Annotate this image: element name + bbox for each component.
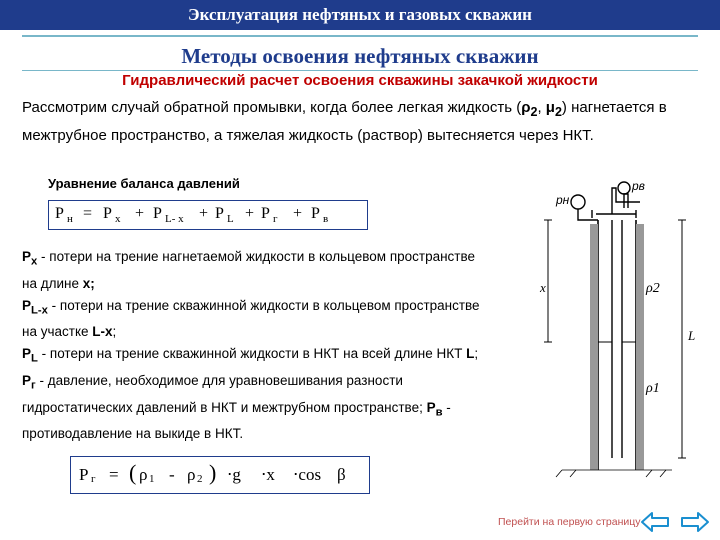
pressure-balance-formula: P н = P х + P L- x + P L + P г + P в	[48, 200, 368, 230]
header-title: Эксплуатация нефтяных и газовых скважин	[188, 5, 532, 24]
label-rho1: ρ1	[646, 381, 660, 396]
intro-paragraph: Рассмотрим случай обратной промывки, когда более легкая жидкость ($\rho_2$, $\mu_2$) нагнетается в межтрубное пространство, а тяжелая жидкость (раствор) вытесняется через НКТ.	[22, 99, 667, 144]
definition-pl: $P_L$ - потери на трение скважинной жидкости в НКТ на всей длине НКТ L;	[22, 346, 479, 366]
pressure-gauge-n	[571, 195, 598, 220]
header-bar	[0, 0, 720, 30]
top-divider	[22, 35, 698, 37]
well-diagram	[532, 180, 720, 480]
ground-hatch	[556, 470, 672, 477]
definition-plx: $P_{L-x}$ - потери на трение скважинной жидкости в кольцевом пространстве на участке L-x;	[22, 297, 480, 340]
tubing	[612, 220, 622, 458]
title-divider	[22, 70, 698, 71]
label-rho2: ρ2	[646, 281, 660, 296]
first-page-link[interactable]: Перейти на первую страницу	[498, 516, 641, 528]
definition-pg: $P_г$ - давление, необходимое для уравновешивания разности гидростатических давлений в НКТ и межтрубном пространстве; $P_в$ - противодавление на выкиде в НКТ.	[22, 373, 451, 442]
arrow-right-icon[interactable]	[680, 510, 710, 534]
definition-px: $P_х$ - потери на трение нагнетаемой жидкости в кольцевом пространстве на длине x;	[22, 249, 476, 291]
hydrostatic-formula: P г = ( ρ 1 - ρ 2 ) ⋅g ⋅x ⋅cos β	[70, 456, 370, 494]
arrow-left-icon[interactable]	[640, 510, 670, 534]
definitions-list	[22, 246, 492, 445]
page-title: Методы освоения нефтяных скважин	[181, 44, 539, 68]
label-p-n: pн	[556, 193, 570, 207]
label-x: x	[540, 280, 546, 295]
label-L: L	[688, 328, 696, 343]
pressure-gauge-v	[618, 182, 630, 194]
outer-casing	[598, 220, 636, 470]
dimension-lines	[544, 220, 686, 458]
equation-title: Уравнение баланса давлений	[48, 176, 240, 191]
label-p-v: pв	[632, 180, 645, 193]
page-subtitle: Гидравлический расчет освоения скважины закачкой жидкости	[122, 72, 598, 89]
